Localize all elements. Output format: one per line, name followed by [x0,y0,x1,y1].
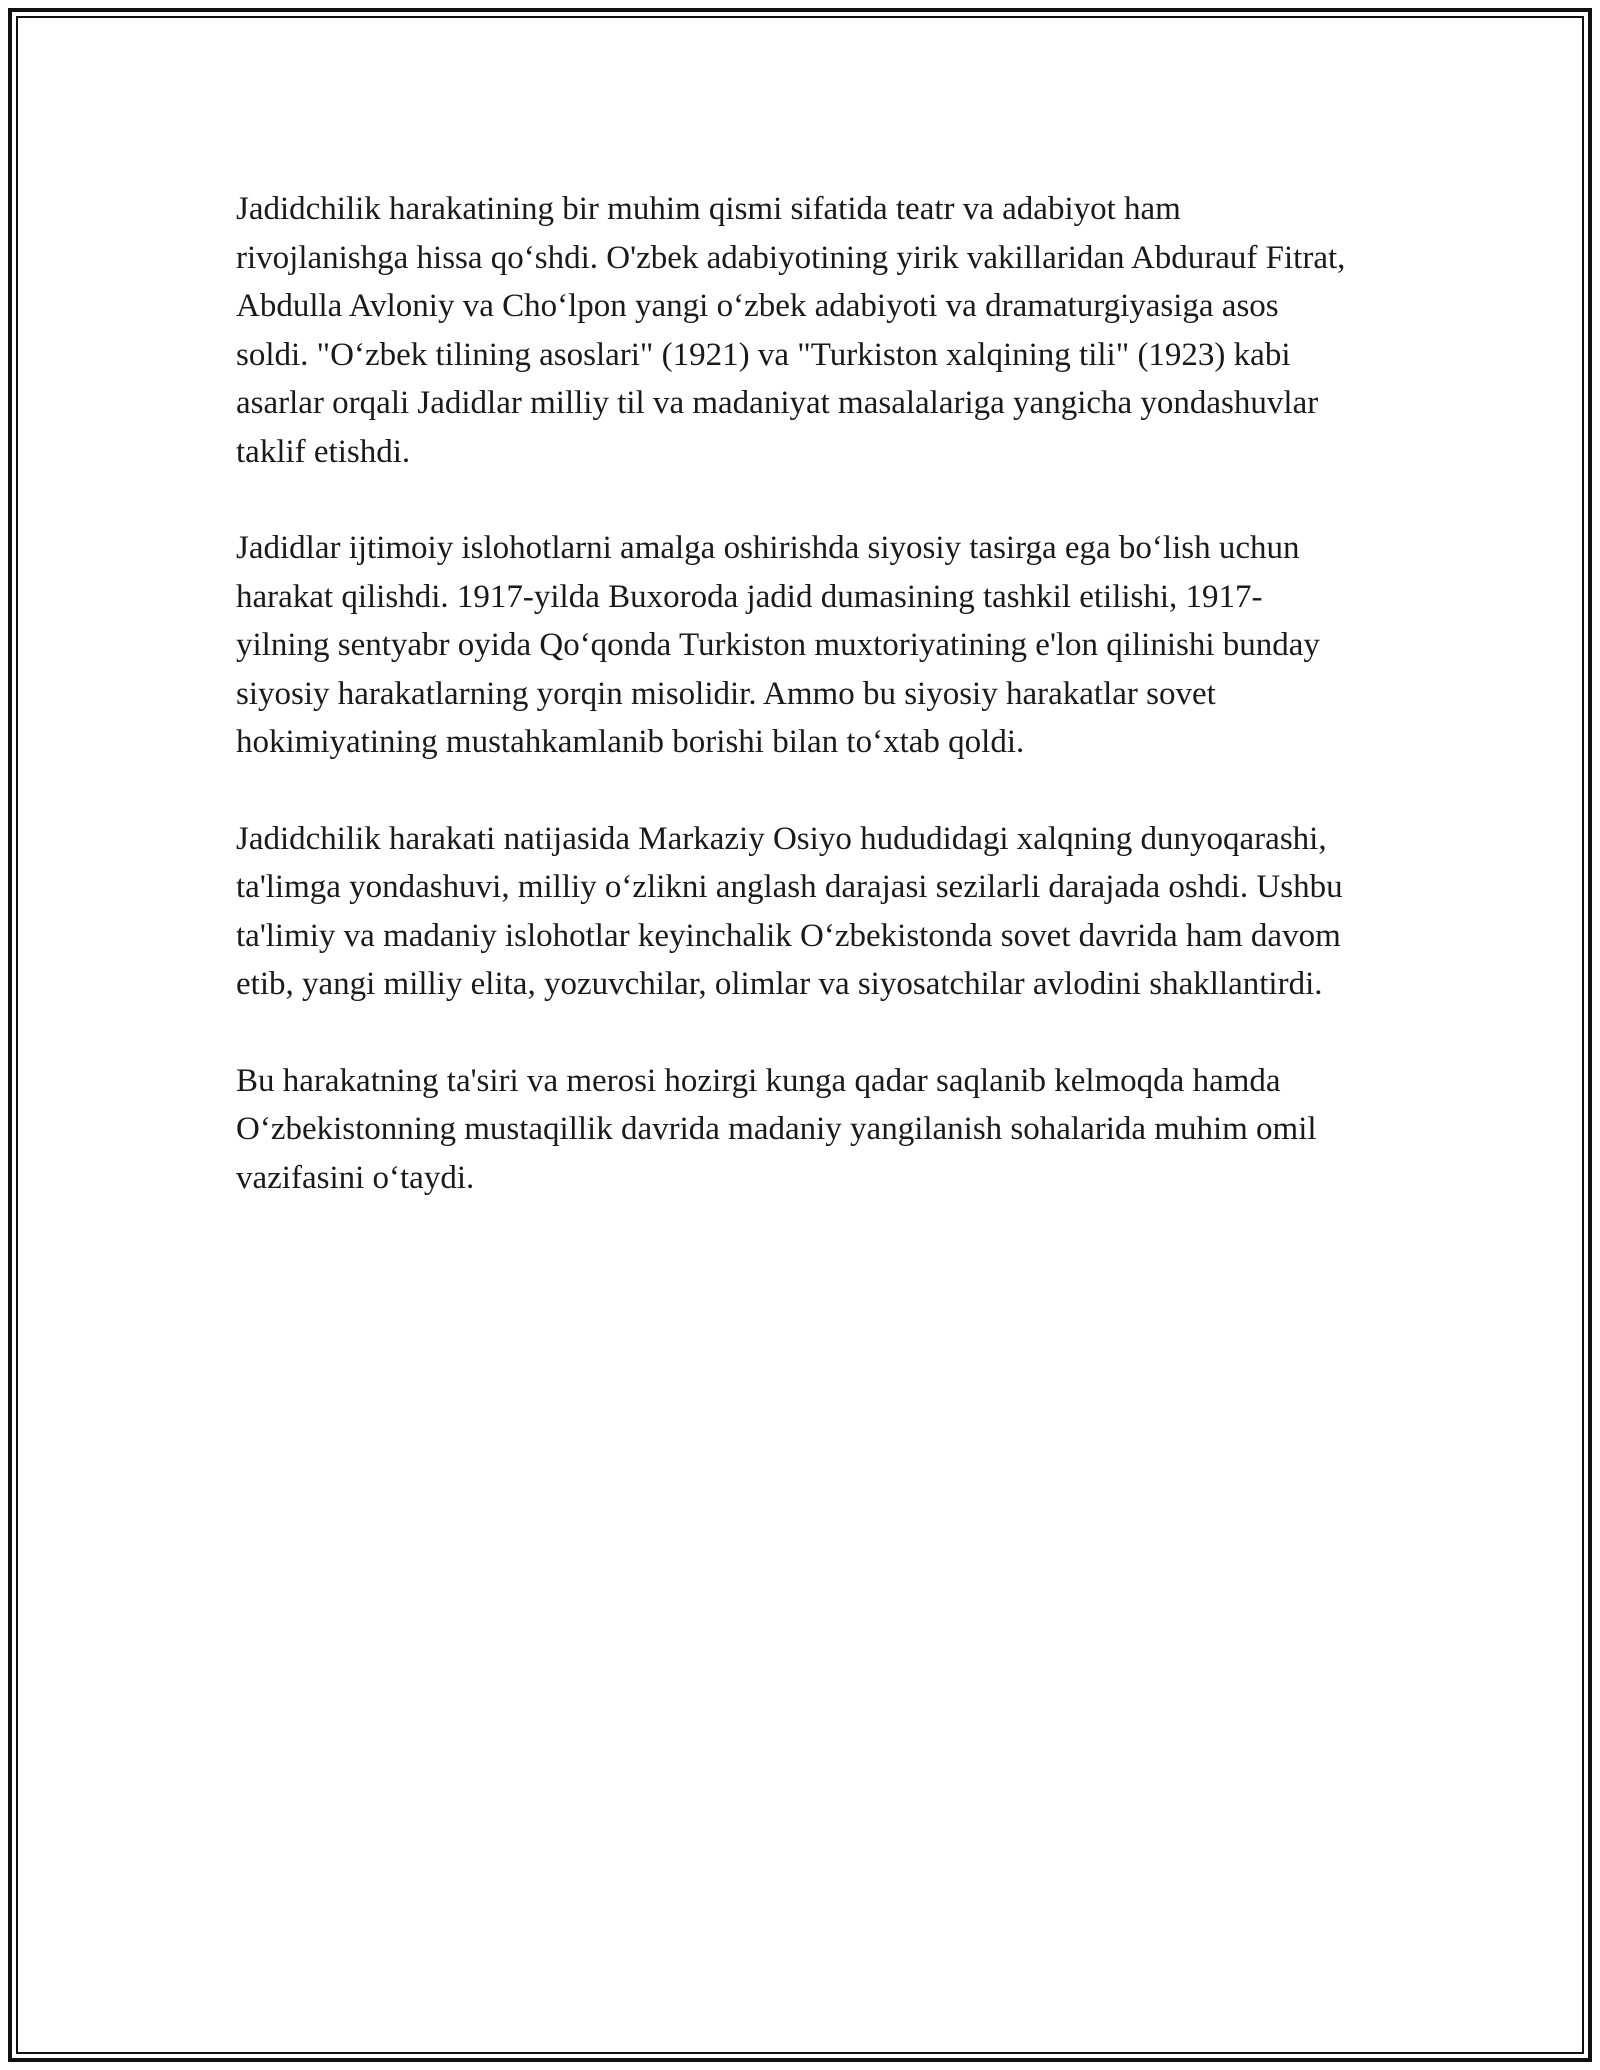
paragraph-3: Jadidchilik harakati natijasida Markaziy Osiyo hududidagi xalqning dunyoqarashi, ta'limga yondashuvi, milliy o‘zlikni anglash darajasi sezilarli darajada oshdi. Ushbu ta'limiy va madaniy islohotlar keyinchalik O‘zbekistonda sovet davrida ham davom etib, yangi milliy elita, yozuvchilar, olimlar va siyosatchilar avlodini shakllantirdi. [236,820,1343,1002]
document-body [236,185,1356,1202]
paragraph-1: Jadidchilik harakatining bir muhim qismi sifatida teatr va adabiyot ham rivojlanishga hissa qo‘shdi. O'zbek adabiyotining yirik vakillaridan Abdurauf Fitrat, Abdulla Avloniy va Cho‘lpon yangi o‘zbek adabiyoti va dramaturgiyasiga asos soldi. "O‘zbek tilining asoslari" (1921) va "Turkiston xalqining tili" (1923) kabi asarlar orqali Jadidlar milliy til va madaniyat masalalariga yangicha yondashuvlar taklif etishdi. [236,191,1346,470]
paragraph-4: Bu harakatning ta'siri va merosi hozirgi kunga qadar saqlanib kelmoqda hamda O‘zbekistonning mustaqillik davrida madaniy yangilanish sohalarida muhim omil vazifasini o‘taydi. [236,1062,1317,1196]
paragraph-2: Jadidlar ijtimoiy islohotlarni amalga oshirishda siyosiy tasirga ega bo‘lish uchun harakat qilishdi. 1917-yilda Buxoroda jadid dumasining tashkil etilishi, 1917-yilning sentyabr oyida Qo‘qonda Turkiston muxtoriyatining e'lon qilinishi bunday siyosiy harakatlarning yorqin misolidir. Ammo bu siyosiy harakatlar sovet hokimiyatining mustahkamlanib borishi bilan to‘xtab qoldi. [236,530,1320,760]
